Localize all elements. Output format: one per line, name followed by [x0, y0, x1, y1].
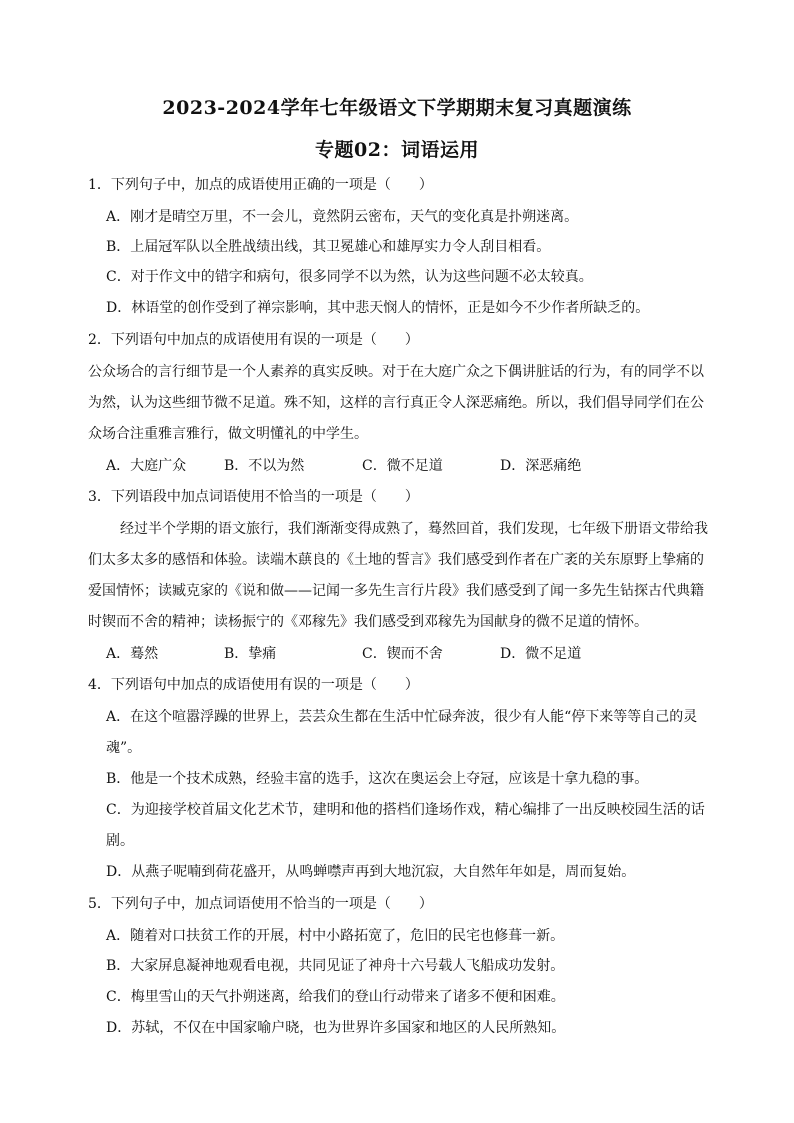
question-3-option-d: D．微不足道: [500, 646, 582, 662]
question-1-option-b: B．上届冠军队以全胜战绩出线，其卫冕雄心和雄厚实力令人刮目相看。: [106, 239, 551, 255]
question-3-option-b: B．挚痛: [224, 646, 277, 662]
question-4-stem: 4．下列语句中加点的成语使用有误的一项是（ ）: [88, 677, 419, 693]
question-4-option-a: A．在这个喧嚣浮躁的世界上，芸芸众生都在生活中忙碌奔波，很少有人能“停下来等等自己的灵: [106, 709, 698, 725]
question-4-option-c-cont: 剧。: [106, 833, 134, 849]
question-1-option-d: D．林语堂的创作受到了禅宗影响，其中悲天悯人的情怀，正是如今不少作者所缺乏的。: [106, 300, 650, 316]
question-3-passage-line: 经过半个学期的语文旅行，我们渐渐变得成熟了，蓦然回首，我们发现，七年级下册语文带给我: [120, 521, 708, 537]
question-2-passage-line: 公众场合的言行细节是一个人素养的真实反映。对于在大庭广众之下偶讲脏话的行为，有的同学不以: [88, 364, 704, 380]
question-3-stem: 3．下列语段中加点词语使用不恰当的一项是（ ）: [88, 489, 419, 505]
question-3-option-a: A．蓦然: [106, 646, 159, 662]
question-2-passage-line: 为然，认为这些细节微不足道。殊不知，这样的言行真正令人深恶痛绝。所以，我们倡导同学们在公: [88, 395, 704, 411]
question-5-stem: 5．下列句子中，加点词语使用不恰当的一项是（ ）: [88, 896, 433, 912]
question-4-option-b: B．他是一个技术成熟，经验丰富的选手，这次在奥运会上夺冠，应该是十拿九稳的事。: [106, 771, 649, 787]
question-4-option-c: C．为迎接学校首届文化艺术节，建明和他的搭档们逢场作戏，精心编排了一出反映校园生活的话: [106, 802, 705, 818]
question-2-option-a: A．大庭广众: [106, 458, 187, 474]
question-2-option-b: B．不以为然: [224, 458, 305, 474]
question-3-passage-line: 爱国情怀；读臧克家的《说和做——记闻一多先生言行片段》我们感受到了闻一多先生钻探古代典籍: [88, 583, 704, 599]
question-3-option-c: C．锲而不舍: [362, 646, 443, 662]
question-2-passage-line: 众场合注重雅言雅行，做文明懂礼的中学生。: [88, 426, 368, 442]
document-title: 2023-2024学年七年级语文下学期期末复习真题演练: [162, 97, 632, 119]
question-3-passage-line: 们太多太多的感悟和体验。读端木蕻良的《土地的誓言》我们感受到作者在广袤的关东原野上挚痛的: [88, 552, 704, 568]
question-5-option-c: C．梅里雪山的天气扑朔迷离，给我们的登山行动带来了诸多不便和困难。: [106, 989, 565, 1005]
question-5-option-a: A．随着对口扶贫工作的开展，村中小路拓宽了，危旧的民宅也修葺一新。: [106, 928, 565, 944]
question-5-option-b: B．大家屏息凝神地观看电视，共同见证了神舟十六号载人飞船成功发射。: [106, 958, 565, 974]
question-1-option-a: A．刚才是晴空万里，不一会儿，竟然阴云密布，天气的变化真是扑朔迷离。: [106, 209, 579, 225]
question-4-option-d: D．从燕子呢喃到荷花盛开，从鸣蝉噤声再到大地沉寂，大自然年年如是，周而复始。: [106, 864, 636, 880]
question-2-option-d: D．深恶痛绝: [500, 458, 582, 474]
question-3-passage-line: 时锲而不舍的精神；读杨振宁的《邓稼先》我们感受到邓稼先为国献身的微不足道的情怀。: [88, 614, 648, 630]
question-4-option-a-cont: 魂”。: [106, 740, 142, 756]
question-1-option-c: C．对于作文中的错字和病句，很多同学不以为然，认为这些问题不必太较真。: [106, 269, 593, 285]
question-1-stem: 1．下列句子中，加点的成语使用正确的一项是（ ）: [88, 177, 433, 193]
question-2-option-c: C．微不足道: [362, 458, 443, 474]
document-subtitle: 专题02：词语运用: [315, 139, 479, 161]
question-2-stem: 2．下列语句中加点的成语使用有误的一项是（ ）: [88, 332, 419, 348]
question-5-option-d: D．苏轼，不仅在中国家喻户晓，也为世界许多国家和地区的人民所熟知。: [106, 1020, 566, 1036]
